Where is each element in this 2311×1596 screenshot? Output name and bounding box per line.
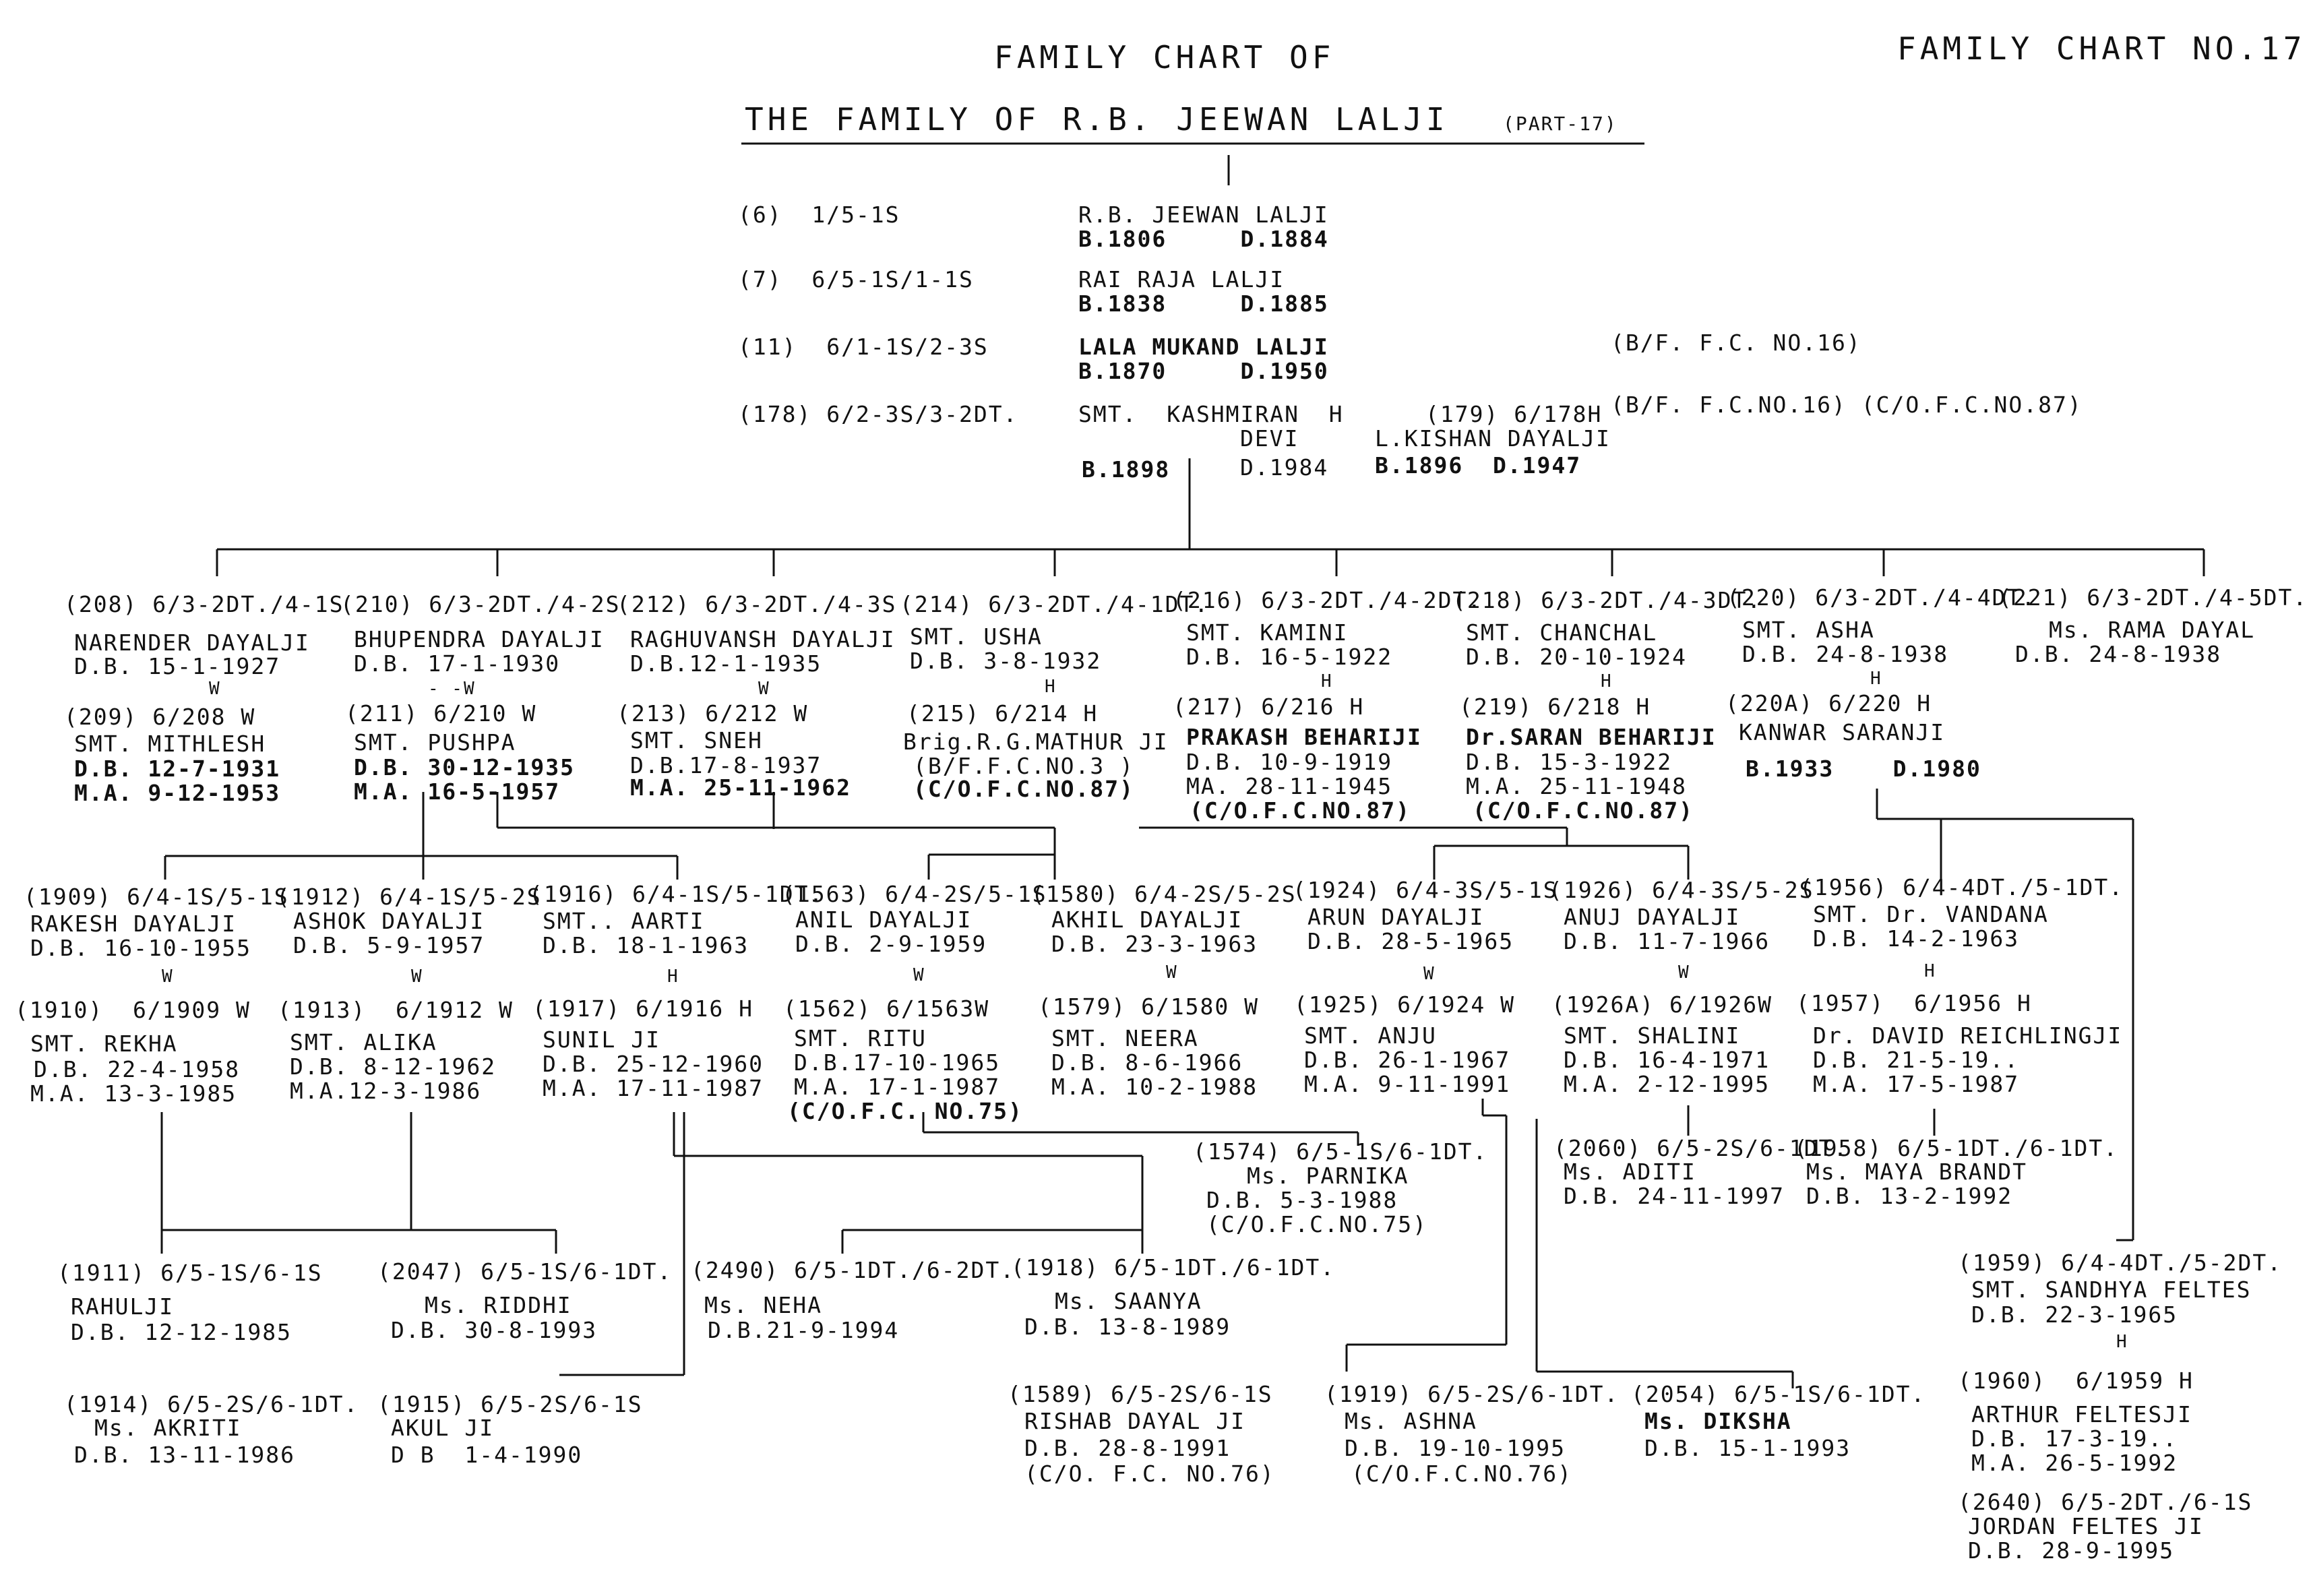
- relation-mark: H: [1601, 671, 1613, 692]
- spouse-name: Dr. DAVID REICHLINGJI: [1813, 1022, 2123, 1049]
- spouse-code: (1579) 6/1580 W: [1038, 993, 1260, 1020]
- spouse-code: (1925) 6/1924 W: [1294, 991, 1516, 1018]
- member-dates: D.B. 15-1-1927: [74, 653, 281, 679]
- member-code: (1959) 6/4-4DT./5-2DT.: [1958, 1250, 2283, 1276]
- spouse-code: (1910) 6/1909 W: [15, 997, 251, 1023]
- spouse-name: Dr.SARAN BEHARIJI: [1466, 724, 1717, 750]
- spouse-dates: D.B. 8-12-1962: [290, 1053, 497, 1080]
- member-code: (2640) 6/5-2DT./6-1S: [1958, 1489, 2253, 1515]
- relation-mark: W: [209, 679, 221, 699]
- page-title: THE FAMILY OF R.B. JEEWAN LALJI: [745, 101, 1449, 137]
- member-name: Ms. NEHA: [704, 1292, 822, 1318]
- member-code: (1589) 6/5-2S/6-1S: [1008, 1381, 1273, 1407]
- spouse-name: KANWAR SARANJI: [1739, 719, 1946, 745]
- member-dates: D.B. 28-8-1991: [1024, 1435, 1231, 1461]
- member-name: SMT. SANDHYA FELTES: [1971, 1277, 2252, 1303]
- member-code: (1580) 6/4-2S/5-2S: [1031, 881, 1297, 907]
- spouse-name: SMT. ALIKA: [290, 1029, 437, 1055]
- spouse-marriage: M.A. 17-5-1987: [1813, 1071, 2020, 1097]
- member-code: (2054) 6/5-1S/6-1DT.: [1631, 1381, 1926, 1407]
- member-dates: D.B. 23-3-1963: [1051, 931, 1258, 957]
- member-name: ARUN DAYALJI: [1307, 904, 1485, 930]
- member-name: Ms. DIKSHA: [1644, 1408, 1792, 1434]
- member-code: (1911) 6/5-1S/6-1S: [57, 1260, 323, 1286]
- spouse-marriage: M.A. 25-11-1962: [630, 774, 852, 801]
- member-name: NARENDER DAYALJI: [74, 630, 310, 656]
- spouse-dates: D.B. 8-6-1966: [1051, 1049, 1243, 1076]
- spouse-dates: D.B. 17-3-19..: [1971, 1425, 2178, 1452]
- spouse-marriage: M.A. 9-12-1953: [74, 780, 281, 806]
- ancestor-code: (178) 6/2-3S/3-2DT.: [738, 401, 1018, 427]
- ancestor-name: LALA MUKAND LALJI: [1078, 334, 1329, 360]
- relation-mark: W: [1166, 962, 1178, 983]
- cross-reference: (B/F. F.C. NO.16): [1611, 330, 1861, 356]
- spouse-marriage: M.A. 17-11-1987: [543, 1075, 764, 1101]
- member-name: Ms. ADITI: [1564, 1159, 1696, 1185]
- member-crossref: (C/O.F.C.NO.76): [1351, 1461, 1573, 1487]
- relation-mark: H: [1045, 677, 1057, 697]
- member-name: ANUJ DAYALJI: [1564, 904, 1741, 930]
- ancestor-name-cont: DEVI: [1240, 425, 1299, 452]
- member-name: SMT. Dr. VANDANA: [1813, 901, 2049, 927]
- spouse-name: SMT. ANJU: [1304, 1022, 1437, 1049]
- ancestor-death: D.1984: [1240, 454, 1329, 481]
- spouse-dates: D.B. 12-7-1931: [74, 756, 281, 782]
- member-dates: D.B. 16-10-1955: [30, 935, 252, 961]
- member-dates: D.B. 24-11-1997: [1564, 1183, 1785, 1209]
- ancestor-dates: B.1838 D.1885: [1078, 290, 1329, 317]
- spouse-dates: D.B. 16-4-1971: [1564, 1047, 1770, 1073]
- spouse-marriage: M.A. 17-1-1987: [794, 1074, 1001, 1100]
- member-dates: D.B. 16-5-1922: [1186, 644, 1393, 670]
- spouse-name: Brig.R.G.MATHUR JI: [903, 729, 1169, 755]
- member-dates: D.B. 15-1-1993: [1644, 1435, 1851, 1461]
- member-name: SMT. KAMINI: [1186, 619, 1349, 646]
- member-code: (1918) 6/5-1DT./6-1DT.: [1011, 1254, 1336, 1281]
- spouse-dates: D.B. 26-1-1967: [1304, 1047, 1511, 1073]
- relation-mark: - -W: [428, 679, 476, 699]
- member-name: Ms. RAMA DAYAL: [2049, 617, 2256, 643]
- member-code: (2490) 6/5-1DT./6-2DT.: [691, 1257, 1016, 1283]
- spouse-code: (215) 6/214 H: [906, 700, 1099, 727]
- spouse-marriage: M.A. 16-5-1957: [354, 778, 561, 805]
- member-name: Ms. SAANYA: [1055, 1288, 1202, 1314]
- member-name: RAKESH DAYALJI: [30, 911, 237, 937]
- member-code: (1914) 6/5-2S/6-1DT.: [64, 1391, 359, 1417]
- spouse-name: SMT. SNEH: [630, 727, 763, 754]
- member-dates: D.B. 5-9-1957: [293, 932, 485, 958]
- spouse-code: (1926A) 6/1926W: [1551, 991, 1773, 1018]
- spouse-marriage: M.A. 10-2-1988: [1051, 1074, 1258, 1100]
- member-name: Ms. ASHNA: [1345, 1408, 1477, 1434]
- member-name: SMT.. AARTI: [543, 908, 705, 934]
- spouse-code: (219) 6/218 H: [1459, 694, 1651, 720]
- spouse-dates: B.1933 D.1980: [1746, 756, 1981, 782]
- member-dates: D.B. 13-8-1989: [1024, 1314, 1231, 1340]
- member-name: RAGHUVANSH DAYALJI: [630, 626, 896, 652]
- member-code: (218) 6/3-2DT./4-3DT.: [1452, 587, 1762, 613]
- spouse-crossref: (C/O.F.C. NO.75): [787, 1098, 1023, 1124]
- member-code: (212) 6/3-2DT./4-3S: [617, 591, 897, 617]
- member-crossref: (C/O.F.C.NO.75): [1206, 1211, 1428, 1237]
- member-code: (1956) 6/4-4DT./5-1DT.: [1799, 874, 2124, 900]
- ancestor-code: (6) 1/5-1S: [738, 202, 900, 228]
- spouse-name: SMT. RITU: [794, 1025, 927, 1051]
- member-code: (1919) 6/5-2S/6-1DT.: [1324, 1381, 1620, 1407]
- spouse-dates: D.B.17-8-1937: [630, 752, 822, 778]
- member-dates: D.B. 12-12-1985: [71, 1319, 292, 1345]
- spouse-name: SMT. PUSHPA: [354, 729, 516, 756]
- spouse-dates: D.B. 15-3-1922: [1466, 749, 1673, 775]
- spouse-code: (1562) 6/1563W: [783, 995, 990, 1022]
- member-code: (1915) 6/5-2S/6-1S: [377, 1391, 643, 1417]
- spouse-crossref: (C/O.F.C.NO.87): [1473, 797, 1694, 824]
- spouse-marriage: M.A. 9-11-1991: [1304, 1071, 1511, 1097]
- member-dates: D.B. 2-9-1959: [795, 931, 987, 957]
- member-dates: D.B. 24-8-1938: [2015, 641, 2222, 667]
- ancestor-dates: B.1870 D.1950: [1078, 358, 1329, 384]
- member-name: JORDAN FELTES JI: [1968, 1513, 2204, 1539]
- ancestor-code: (7) 6/5-1S/1-1S: [738, 266, 974, 293]
- member-name: AKUL JI: [391, 1415, 495, 1441]
- member-dates: D.B.12-1-1935: [630, 650, 822, 677]
- spouse-dates: D.B. 21-5-19..: [1813, 1047, 2020, 1073]
- spouse-marriage: M.A. 25-11-1948: [1466, 773, 1688, 799]
- spouse-code: (1957) 6/1956 H: [1796, 990, 2032, 1016]
- member-name: Ms. RIDDHI: [425, 1292, 572, 1318]
- ancestor-name: SMT. KASHMIRAN H: [1078, 401, 1344, 427]
- spouse-dates: D.B. 30-12-1935: [354, 754, 576, 780]
- spouse-code: (209) 6/208 W: [64, 704, 256, 730]
- relation-mark: W: [1678, 962, 1690, 983]
- member-dates: D.B. 28-5-1965: [1307, 928, 1514, 954]
- spouse-dates: D.B. 22-4-1958: [34, 1056, 241, 1082]
- member-name: ASHOK DAYALJI: [293, 908, 485, 934]
- member-dates: D.B. 18-1-1963: [543, 932, 749, 958]
- relation-mark: H: [1870, 669, 1882, 689]
- spouse-name: SUNIL JI: [543, 1026, 660, 1053]
- spouse-marriage: M.A. 2-12-1995: [1564, 1071, 1770, 1097]
- spouse-name: SMT. SHALINI: [1564, 1022, 1741, 1049]
- spouse-dates: D.B. 10-9-1919: [1186, 749, 1393, 775]
- ancestor-dates: B.1806 D.1884: [1078, 226, 1329, 252]
- member-dates: D.B. 3-8-1932: [910, 648, 1102, 674]
- spouse-marriage: MA. 28-11-1945: [1186, 773, 1393, 799]
- spouse-crossref: (C/O.F.C.NO.87): [1190, 797, 1411, 824]
- member-name: RISHAB DAYAL JI: [1024, 1408, 1246, 1434]
- member-name: Ms. AKRITI: [94, 1415, 242, 1441]
- spouse-name: L.KISHAN DAYALJI: [1375, 425, 1611, 452]
- ancestor-name: RAI RAJA LALJI: [1078, 266, 1285, 293]
- member-code: (208) 6/3-2DT./4-1S: [64, 591, 344, 617]
- member-name: Ms. PARNIKA: [1247, 1163, 1409, 1189]
- chart-heading: FAMILY CHART OF: [994, 39, 1335, 75]
- spouse-marriage: M.A. 13-3-1985: [30, 1080, 237, 1107]
- member-dates: D.B. 5-3-1988: [1206, 1187, 1398, 1213]
- member-dates: D.B. 28-9-1995: [1968, 1537, 2175, 1564]
- member-code: (210) 6/3-2DT./4-2S: [340, 591, 621, 617]
- member-code: (2060) 6/5-2S/6-1DT.: [1553, 1135, 1849, 1161]
- member-name: SMT. USHA: [910, 623, 1043, 650]
- member-name: BHUPENDRA DAYALJI: [354, 626, 605, 652]
- member-name: Ms. MAYA BRANDT: [1806, 1159, 2028, 1185]
- spouse-dates: B.1896 D.1947: [1375, 452, 1582, 479]
- member-code: (2047) 6/5-1S/6-1DT.: [377, 1258, 673, 1285]
- member-crossref: (C/O. F.C. NO.76): [1024, 1461, 1275, 1487]
- member-dates: D.B. 24-8-1938: [1742, 641, 1949, 667]
- relation-mark: H: [1321, 671, 1333, 692]
- member-dates: D.B. 11-7-1966: [1564, 928, 1770, 954]
- member-code: (1909) 6/4-1S/5-1S: [24, 884, 289, 910]
- spouse-crossref: (C/O.F.C.NO.87): [913, 776, 1135, 802]
- relation-mark: W: [1423, 964, 1436, 984]
- member-code: (214) 6/3-2DT./4-1DT.: [900, 591, 1210, 617]
- relation-mark: W: [758, 679, 770, 699]
- member-code: (221) 6/3-2DT./4-5DT.: [1998, 584, 2308, 611]
- cross-reference: (B/F. F.C.NO.16) (C/O.F.C.NO.87): [1611, 392, 2083, 418]
- member-name: RAHULJI: [71, 1293, 175, 1320]
- relation-mark: W: [411, 966, 423, 987]
- relation-mark: W: [162, 966, 174, 987]
- spouse-name: SMT. REKHA: [30, 1031, 178, 1057]
- member-code: (1574) 6/5-1S/6-1DT.: [1193, 1138, 1488, 1165]
- relation-mark: H: [2116, 1332, 2128, 1352]
- member-dates: D.B. 19-10-1995: [1345, 1435, 1566, 1461]
- spouse-code: (179) 6/178H: [1425, 401, 1603, 427]
- member-code: (1563) 6/4-2S/5-1S: [782, 881, 1047, 907]
- member-code: (1916) 6/4-1S/5-1DT.: [529, 881, 824, 907]
- member-dates: D.B. 13-2-1992: [1806, 1183, 2013, 1209]
- spouse-name: SMT. NEERA: [1051, 1025, 1199, 1051]
- member-code: (1926) 6/4-3S/5-2S: [1549, 877, 1814, 903]
- spouse-marriage: M.A.12-3-1986: [290, 1078, 482, 1104]
- member-dates: D.B. 20-10-1924: [1466, 644, 1688, 670]
- member-code: (216) 6/3-2DT./4-2DT.: [1173, 587, 1483, 613]
- member-dates: D.B.21-9-1994: [708, 1317, 900, 1343]
- spouse-code: (213) 6/212 W: [617, 700, 809, 727]
- spouse-name: ARTHUR FELTESJI: [1971, 1401, 2193, 1428]
- relation-mark: W: [913, 965, 925, 985]
- member-dates: D B 1-4-1990: [391, 1442, 583, 1468]
- member-dates: D.B. 13-11-1986: [74, 1442, 296, 1468]
- spouse-marriage: M.A. 26-5-1992: [1971, 1450, 2178, 1476]
- spouse-dates: D.B. 25-12-1960: [543, 1051, 764, 1077]
- member-dates: D.B. 22-3-1965: [1971, 1301, 2178, 1328]
- member-code: (1924) 6/4-3S/5-1S: [1293, 877, 1558, 903]
- relation-mark: H: [667, 966, 679, 987]
- ancestor-code: (11) 6/1-1S/2-3S: [738, 334, 989, 360]
- relation-mark: H: [1924, 961, 1936, 981]
- spouse-code: (1960) 6/1959 H: [1958, 1368, 2194, 1394]
- spouse-code: (217) 6/216 H: [1173, 694, 1365, 720]
- member-dates: D.B. 30-8-1993: [391, 1317, 598, 1343]
- member-name: SMT. ASHA: [1742, 617, 1875, 643]
- part-label: (PART-17): [1503, 113, 1617, 135]
- member-code: (220) 6/3-2DT./4-4DT.: [1727, 584, 2037, 611]
- spouse-code: (211) 6/210 W: [345, 700, 537, 727]
- chart-number: FAMILY CHART NO.17: [1897, 30, 2306, 67]
- ancestor-birth: B.1898: [1082, 456, 1171, 483]
- member-code: (1958) 6/5-1DT./6-1DT.: [1794, 1135, 2119, 1161]
- spouse-code: (220A) 6/220 H: [1725, 690, 1932, 716]
- member-name: AKHIL DAYALJI: [1051, 907, 1243, 933]
- member-name: SMT. CHANCHAL: [1466, 619, 1658, 646]
- spouse-crossref: (B/F.F.C.NO.3 ): [913, 753, 1135, 779]
- spouse-name: PRAKASH BEHARIJI: [1186, 724, 1422, 750]
- member-dates: D.B. 14-2-1963: [1813, 925, 2020, 952]
- member-code: (1912) 6/4-1S/5-2S: [276, 884, 542, 910]
- member-name: ANIL DAYALJI: [795, 907, 973, 933]
- spouse-name: SMT. MITHLESH: [74, 731, 266, 757]
- spouse-dates: D.B.17-10-1965: [794, 1049, 1001, 1076]
- ancestor-name: R.B. JEEWAN LALJI: [1078, 202, 1329, 228]
- spouse-code: (1917) 6/1916 H: [532, 995, 754, 1022]
- spouse-code: (1913) 6/1912 W: [278, 997, 514, 1023]
- member-dates: D.B. 17-1-1930: [354, 650, 561, 677]
